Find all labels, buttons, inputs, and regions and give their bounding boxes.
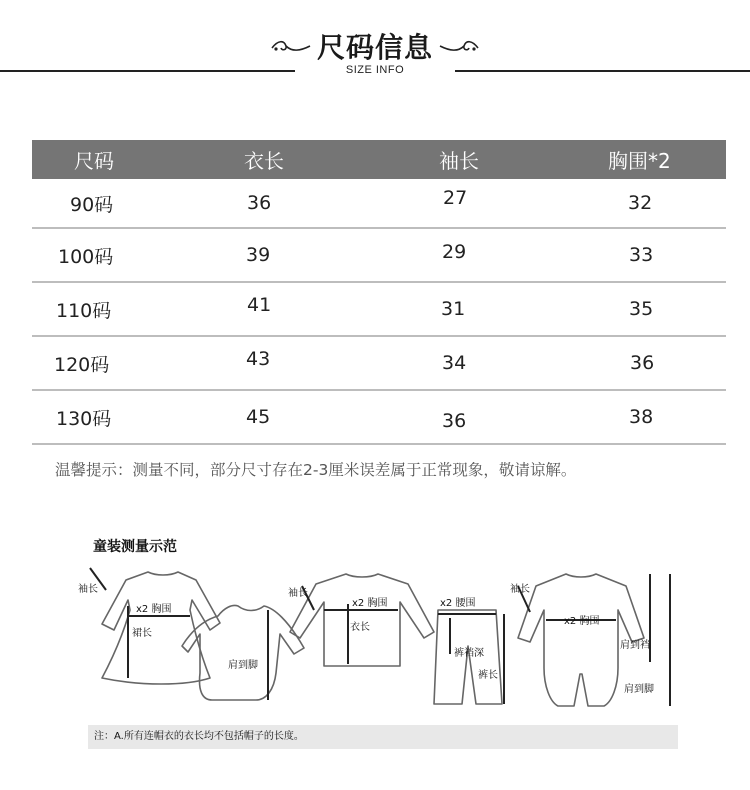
label-rise: 裤裆深 (454, 648, 484, 659)
table-row (32, 336, 726, 390)
cell-sleeve: 29 (357, 228, 547, 282)
cell-chest: 33 (547, 228, 726, 282)
cell-sleeve: 36 (357, 390, 547, 444)
header-divider-left (0, 70, 295, 72)
cell-chest: 35 (547, 282, 726, 336)
cell-size: 120码 (32, 336, 162, 390)
label-shoulder-crotch-c: 肩到裆 (620, 640, 650, 651)
cell-length: 36 (162, 179, 357, 228)
cell-length: 39 (162, 228, 357, 282)
size-table-header-row (32, 140, 726, 179)
table-row (32, 228, 726, 282)
header-sleeve: 袖长 (357, 140, 547, 179)
cell-chest: 32 (547, 179, 726, 228)
label-sleeve-c: 袖长 (510, 584, 530, 595)
cell-sleeve: 34 (357, 336, 547, 390)
label-skirt-len: 裙长 (132, 628, 152, 639)
header-length: 衣长 (162, 140, 357, 179)
cell-chest: 38 (547, 390, 726, 444)
label-chest-a: x2 胸围 (136, 604, 172, 615)
label-chest-b: x2 胸围 (352, 598, 388, 609)
measurement-demo (78, 528, 688, 758)
demo-title: 童装测量示范 (93, 539, 177, 555)
label-sleeve-a: 袖长 (78, 584, 98, 595)
label-shoulder-foot-a: 肩到脚 (228, 660, 258, 671)
cell-size: 100码 (32, 228, 162, 282)
label-pants-len: 裤长 (478, 670, 498, 681)
title-wrap (255, 26, 495, 66)
bodysuit-outline (182, 605, 304, 700)
shirt-outline (290, 574, 434, 666)
cell-sleeve: 31 (357, 282, 547, 336)
flourish-right-icon (438, 38, 480, 54)
cell-size: 130码 (32, 390, 162, 444)
table-row (32, 390, 726, 444)
size-table (32, 140, 726, 445)
cell-length: 45 (162, 390, 357, 444)
cell-size: 90码 (32, 179, 162, 228)
cell-chest: 36 (547, 336, 726, 390)
header-size: 尺码 (32, 140, 162, 179)
measurement-note: 温馨提示：测量不同，部分尺寸存在2-3厘米误差属于正常现象，敬请谅解。 (55, 461, 577, 479)
flourish-left-icon (270, 38, 312, 54)
table-row (32, 179, 726, 228)
dress-outline (102, 572, 220, 684)
header-divider-right (455, 70, 750, 72)
header (0, 0, 750, 100)
garment-diagram (78, 528, 688, 723)
label-sleeve-b: 袖长 (288, 588, 308, 599)
label-shoulder-foot-c: 肩到脚 (624, 684, 654, 695)
page-subtitle: SIZE INFO (345, 64, 405, 76)
label-waist: x2 腰围 (440, 598, 476, 609)
demo-footnote: 注：A.所有连帽衣的衣长均不包括帽子的长度。 (88, 725, 678, 749)
page-title: 尺码信息 (316, 31, 433, 64)
label-chest-c: x2 胸围 (564, 616, 600, 627)
cell-sleeve: 27 (357, 179, 547, 228)
cell-length: 43 (162, 336, 357, 390)
cell-size: 110码 (32, 282, 162, 336)
label-length-b: 衣长 (350, 622, 370, 633)
header-chest: 胸围*2 (547, 140, 726, 179)
table-row (32, 282, 726, 336)
cell-length: 41 (162, 282, 357, 336)
